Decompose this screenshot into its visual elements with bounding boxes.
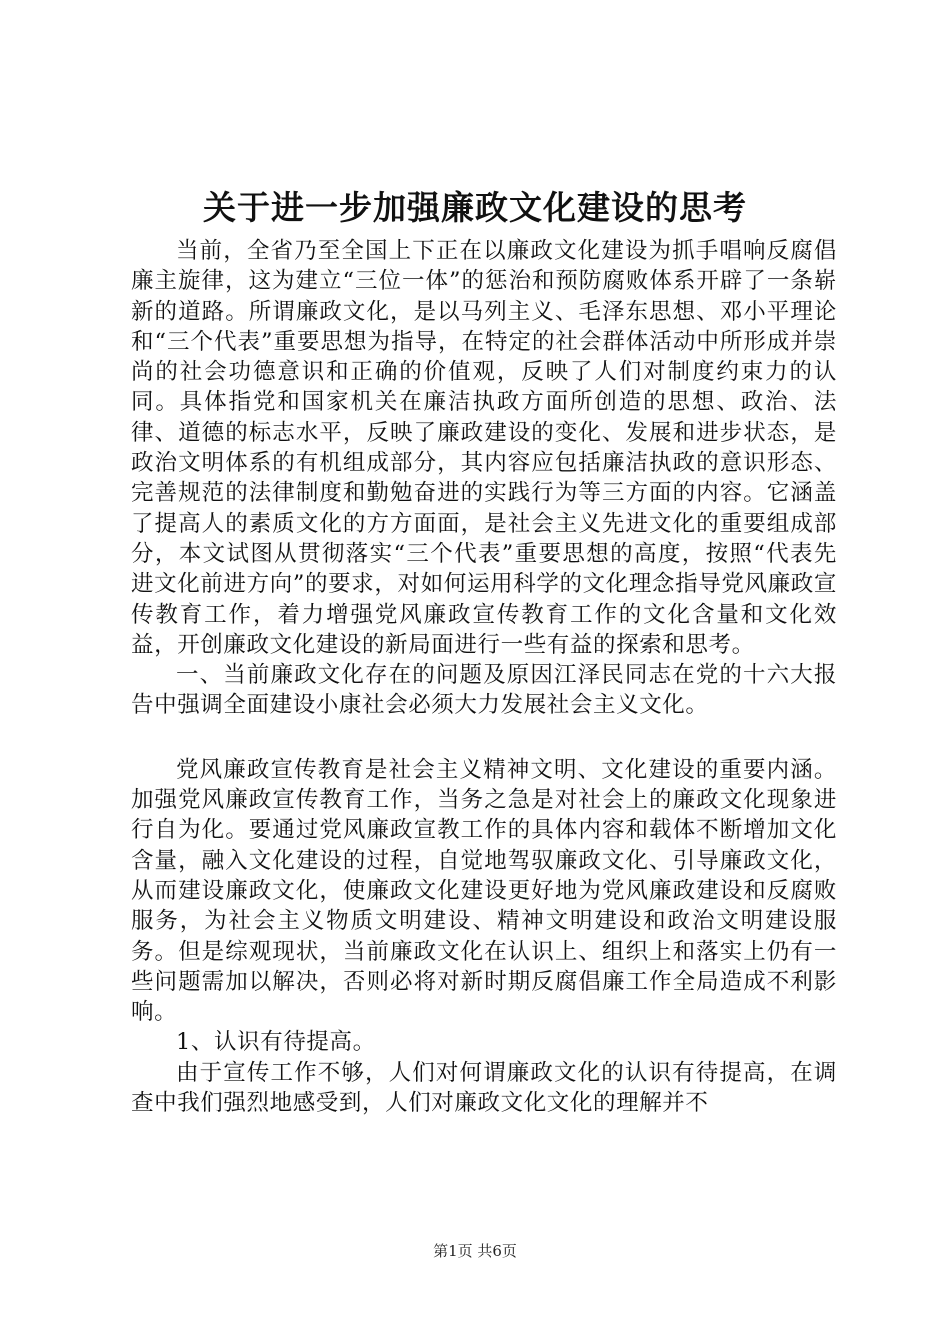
document-title: 关于进一步加强廉政文化建设的思考 [203, 188, 747, 227]
page-number-footer: 第1页 共6页 [433, 1242, 517, 1260]
paragraph-propaganda-education: 党风廉政宣传教育是社会主义精神文明、文化建设的重要内涵。加强党风廉政宣传教育工作，当务之急是对社会上的廉政文化现象进行自为化。要通过党风廉政宣教工作的具体内容和载体不断增加文化含量，融入文化建设的过程，自觉地驾驭廉政文化、引导廉政文化，从而建设廉政文化，使廉政文化建设更好地为党风廉政建设和反腐败服务，为社会主义物质文明建设、精神文明建设和政治文明建设服务。但是综观现状，当前廉政文化在认识上、组织上和落实上仍有一些问题需加以解决，否则必将对新时期反腐倡廉工作全局造成不利影响。 [131, 756, 837, 1026]
document-body [131, 236, 837, 1118]
paragraph-subheading-awareness: 1、认识有待提高。 [176, 1029, 376, 1056]
paragraph-intro: 当前，全省乃至全国上下正在以廉政文化建设为抓手唱响反腐倡廉主旋律，这为建立“三位一体”的惩治和预防腐败体系开辟了一条崭新的道路。所谓廉政文化，是以马列主义、毛泽东思想、邓小平理论和“三个代表”重要思想为指导，在特定的社会群体活动中所形成并崇尚的社会功德意识和正确的价值观，反映了人们对制度约束力的认同。具体指党和国家机关在廉洁执政方面所创造的思想、政治、法律、道德的标志水平，反映了廉政建设的变化、发展和进步状态，是政治文明体系的有机组成部分，其内容应包括廉洁执政的意识形态、完善规范的法律制度和勤勉奋进的实践行为等三方面的内容。它涵盖了提高人的素质文化的方方面面，是社会主义先进文化的重要组成部分，本文试图从贯彻落实“三个代表”重要思想的高度，按照“代表先进文化前进方向”的要求，对如何运用科学的文化理念指导党风廉政宣传教育工作，着力增强党风廉政宣传教育工作的文化含量和文化效益，开创廉政文化建设的新局面进行一些有益的探索和思考。 [131, 238, 837, 658]
paragraph-section-one-heading: 一、当前廉政文化存在的问题及原因江泽民同志在党的十六大报告中强调全面建设小康社会必须大力发展社会主义文化。 [131, 662, 837, 719]
paragraph-awareness-detail: 由于宣传工作不够，人们对何谓廉政文化的认识有待提高，在调查中我们强烈地感受到，人们对廉政文化文化的理解并不 [131, 1059, 837, 1117]
